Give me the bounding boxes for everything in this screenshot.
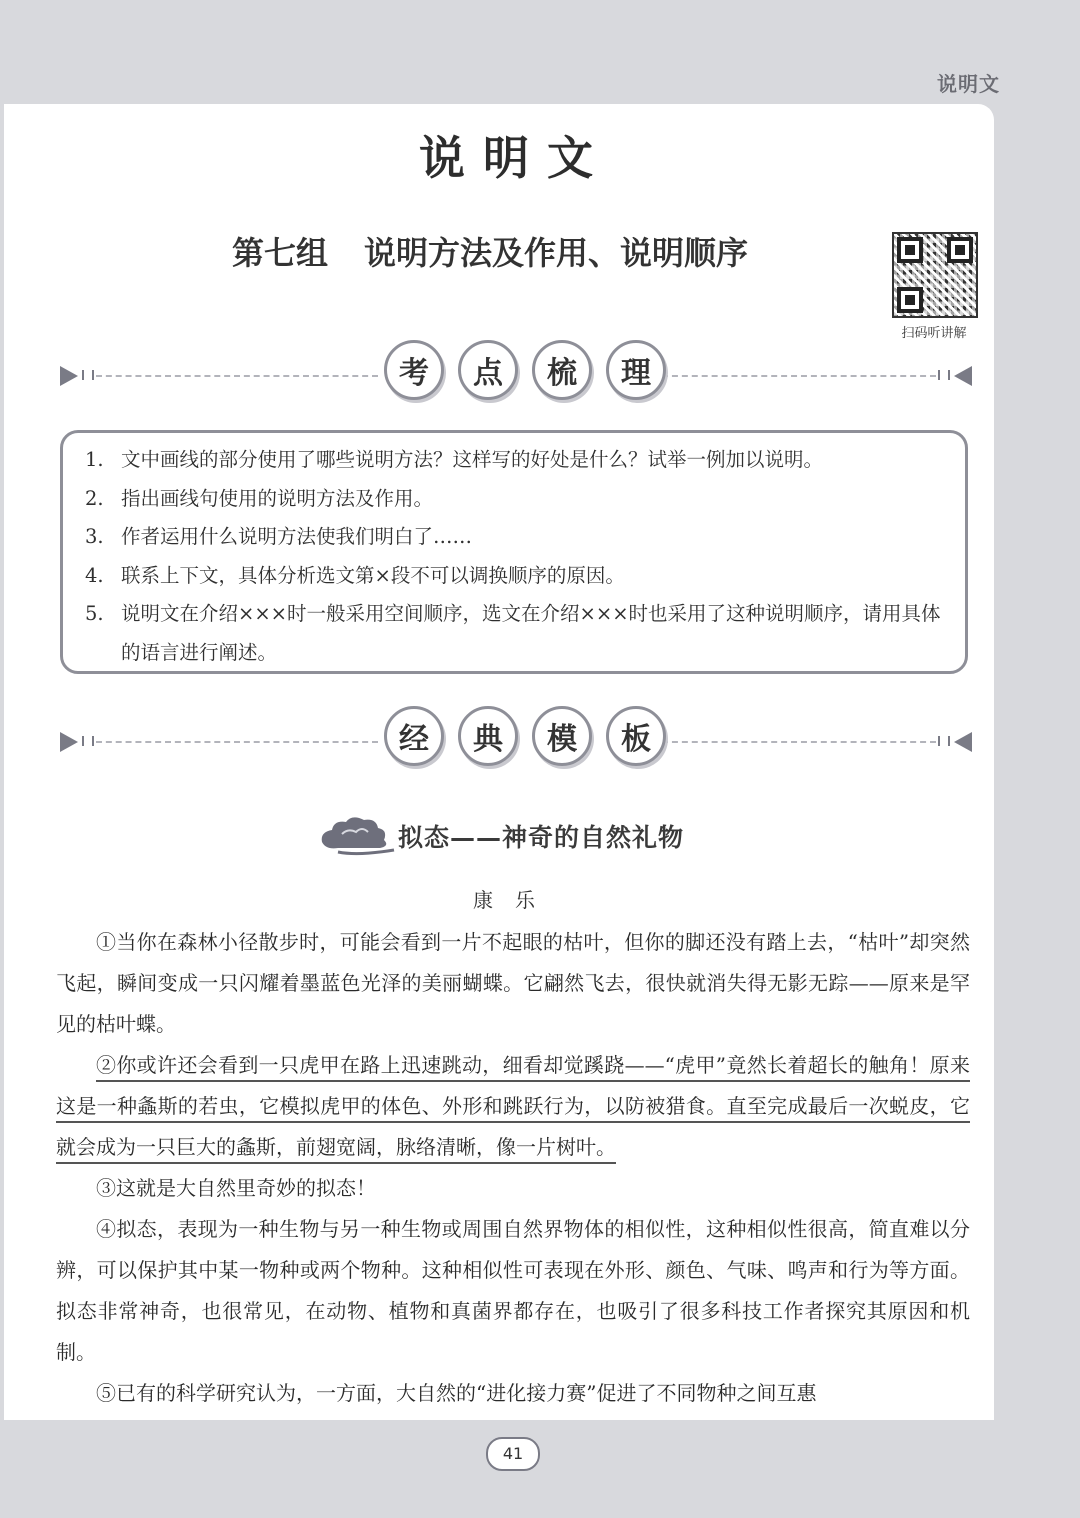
paragraph-2-rest: 直至完成最后一次蜕皮，它就会成为一只巨大的螽斯，前翅宽阔，脉络清晰，像一片树叶。 (56, 1094, 970, 1159)
page-title: 说明文 (419, 131, 611, 185)
article-title: 拟态——神奇的自然礼物 (398, 823, 685, 852)
section-char: 理 (606, 340, 666, 400)
section-char: 考 (384, 340, 444, 400)
underlined-sentence: ②你或许还会看到一只虎甲在路上迅速跳动，细看却觉蹊跷——“虎甲”竟然长着超长的触角！原来这是一种螽斯的若虫，它模拟虎甲的体色、外形和跳跃行为，以防被猎食。 (56, 1053, 970, 1118)
group-subtitle (232, 228, 748, 274)
page-number: 41 (486, 1437, 540, 1471)
paragraph-1: ①当你在森林小径散步时，可能会看到一片不起眼的枯叶，但你的脚还没有踏上去，“枯叶”却突然飞起，瞬间变成一只闪耀着墨蓝色光泽的美丽蝴蝶。它翩然飞去，很快就消失得无影无踪——原来是罕见的枯叶蝶。 (56, 930, 970, 1036)
cloud-icon (318, 812, 398, 860)
group-topic: 说明方法及作用、说明顺序 (364, 234, 749, 272)
article-author: 康乐 (473, 888, 557, 912)
arrow-right-icon (954, 732, 972, 752)
list-item: 1. 文中画线的部分使用了哪些说明方法？这样写的好处是什么？试举一例加以说明。 (85, 448, 824, 471)
group-number: 第七组 (232, 234, 329, 272)
article-title-row (318, 812, 684, 860)
list-item: 2. 指出画线句使用的说明方法及作用。 (85, 486, 434, 510)
article-body (56, 922, 970, 1414)
list-item: 3. 作者运用什么说明方法使我们明白了…… (85, 525, 473, 548)
section-header-exam-points (60, 356, 972, 396)
section-char: 梳 (532, 340, 592, 400)
paragraph-4: ④拟态，表现为一种生物与另一种生物或周围自然界物体的相似性，这种相似性很高，简直难以分辨，可以保护其中某一物种或两个物种。这种相似性可表现在外形、颜色、气味、鸣声和行为等方面。拟态非常神奇，也很常见，在动物、植物和真菌界都存在，也吸引了很多科技工作者探究其原因和机制。 (56, 1217, 970, 1364)
arrow-left-icon (60, 732, 78, 752)
section-header-classic-template (60, 722, 972, 762)
corner-tab: 说明文 (937, 72, 1000, 96)
arrow-left-icon (60, 366, 78, 386)
section-char: 板 (606, 706, 666, 766)
section-char: 典 (458, 706, 518, 766)
arrow-right-icon (954, 366, 972, 386)
paragraph-3: ③这就是大自然里奇妙的拟态！ (96, 1176, 376, 1200)
section-char: 点 (458, 340, 518, 400)
section-char: 经 (384, 706, 444, 766)
qr-label: 扫码听讲解 (901, 326, 967, 341)
qr-code-icon[interactable] (892, 232, 978, 318)
list-item: 5. 说明文在介绍×××时一般采用空间顺序，选文在介绍×××时也采用了这种说明顺序，请用具体的语言进行阐述。 (85, 602, 941, 664)
exam-points-box (60, 430, 968, 674)
paragraph-5: ⑤已有的科学研究认为，一方面，大自然的“进化接力赛”促进了不同物种之间互惠 (96, 1381, 817, 1405)
section-char: 模 (532, 706, 592, 766)
list-item: 4. 联系上下文，具体分析选文第×段不可以调换顺序的原因。 (85, 563, 625, 587)
paragraph-2 (56, 1045, 970, 1168)
